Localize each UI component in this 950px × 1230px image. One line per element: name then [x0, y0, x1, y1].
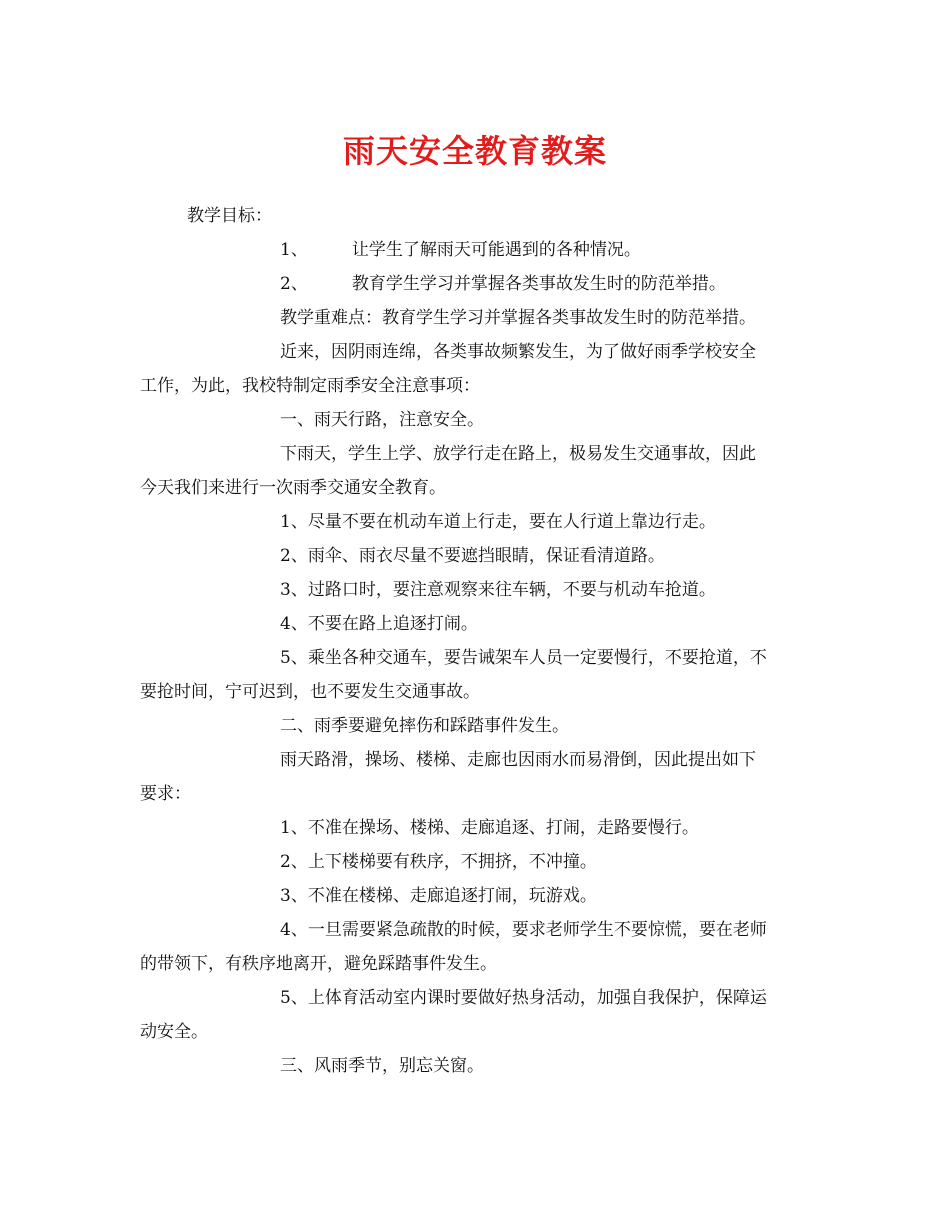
section-heading-close-windows: 三、风雨季节，别忘关窗。 — [280, 1056, 484, 1076]
paragraph-line: 近来，因阴雨连绵，各类事故频繁发生，为了做好雨季学校安全 — [280, 342, 756, 362]
objective-number-1: 1、 — [280, 240, 308, 260]
list-item: 2、雨伞、雨衣尽量不要遮挡眼睛，保证看清道路。 — [280, 546, 665, 566]
list-item: 3、过路口时，要注意观察来往车辆，不要与机动车抢道。 — [280, 580, 716, 600]
paragraph-line: 工作，为此，我校特制定雨季安全注意事项： — [140, 376, 480, 396]
paragraph-line: 今天我们来进行一次雨季交通安全教育。 — [140, 478, 446, 498]
section-heading-avoid-injury: 二、雨季要避免摔伤和踩踏事件发生。 — [280, 716, 569, 736]
objective-item-2 — [280, 273, 726, 295]
section-heading-rainy-walking: 一、雨天行路，注意安全。 — [280, 410, 484, 430]
paragraph-line: 雨天路滑，操场、楼梯、走廊也因雨水而易滑倒，因此提出如下 — [280, 750, 756, 770]
list-item: 4、不要在路上追逐打闹。 — [280, 614, 478, 634]
list-item: 4、一旦需要紧急疏散的时候，要求老师学生不要惊慌，要在老师 — [280, 920, 767, 940]
objective-text-1: 让学生了解雨天可能遇到的各种情况。 — [351, 240, 641, 260]
objective-item-1 — [280, 239, 641, 261]
objective-text-2: 教育学生学习并掌握各类事故发生时的防范举措。 — [351, 274, 726, 294]
list-item: 1、不准在操场、楼梯、走廊追逐、打闹，走路要慢行。 — [280, 818, 699, 838]
section-heading-objectives: 教学目标： — [187, 206, 272, 226]
list-item: 1、尽量不要在机动车道上行走，要在人行道上靠边行走。 — [280, 512, 716, 532]
objective-number-2: 2、 — [280, 274, 308, 294]
list-item: 2、上下楼梯要有秩序，不拥挤，不冲撞。 — [280, 852, 597, 872]
list-item: 3、不准在楼梯、走廊追逐打闹，玩游戏。 — [280, 886, 597, 906]
paragraph-line: 要求： — [140, 784, 191, 804]
list-item: 5、上体育活动室内课时要做好热身活动，加强自我保护，保障运 — [280, 988, 767, 1008]
key-difficulty-line: 教学重难点：教育学生学习并掌握各类事故发生时的防范举措。 — [280, 308, 756, 328]
list-item: 5、乘坐各种交通车，要告诫架车人员一定要慢行，不要抢道，不 — [280, 648, 767, 668]
list-item-continuation: 要抢时间，宁可迟到，也不要发生交通事故。 — [140, 682, 480, 702]
list-item-continuation: 动安全。 — [140, 1022, 208, 1042]
document-title: 雨天安全教育教案 — [342, 132, 607, 170]
paragraph-line: 下雨天，学生上学、放学行走在路上，极易发生交通事故，因此 — [280, 444, 756, 464]
list-item-continuation: 的带领下，有秩序地离开，避免踩踏事件发生。 — [140, 954, 497, 974]
